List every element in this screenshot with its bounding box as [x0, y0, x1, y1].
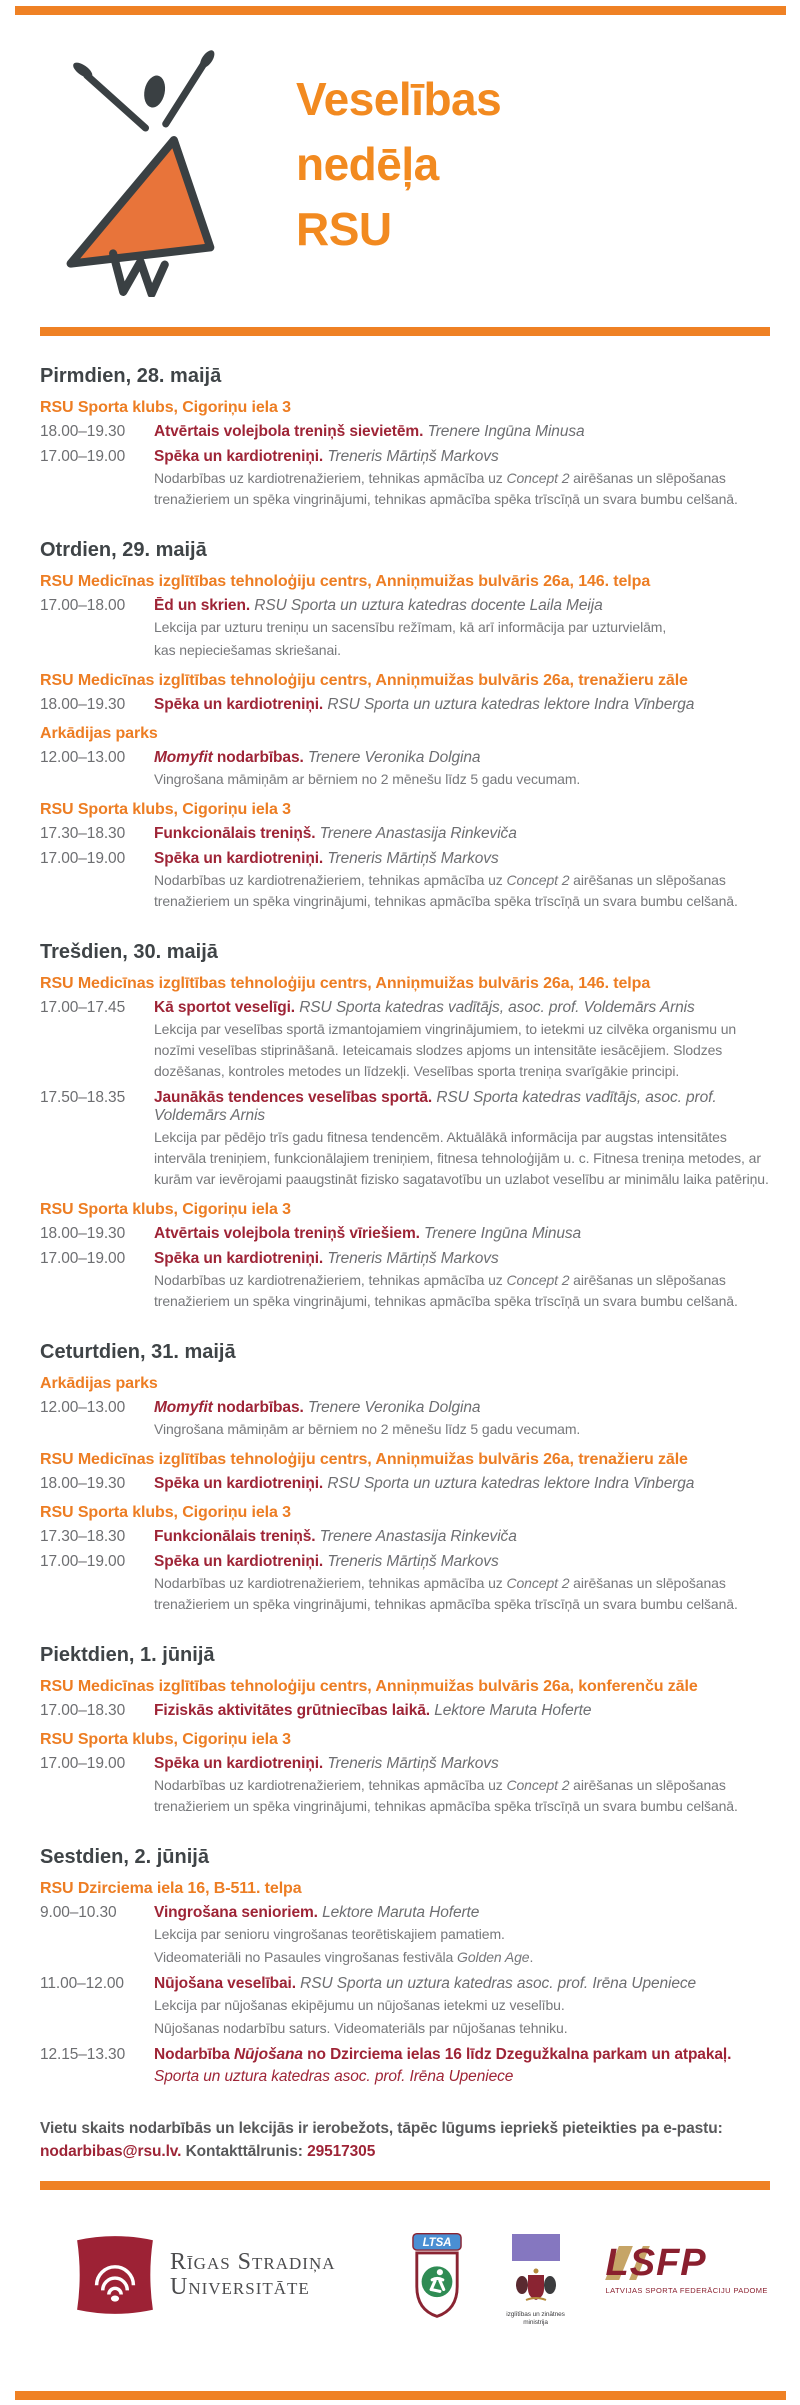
contact-email: nodarbibas@rsu.lv. — [40, 2143, 182, 2160]
event-row — [40, 825, 772, 843]
event-body — [154, 597, 772, 661]
rsu-university-logo — [74, 2232, 336, 2318]
event-time: 18.00–19.30 — [40, 1225, 126, 1242]
event-time: 12.15–13.30 — [40, 2046, 126, 2063]
event-headline — [154, 1702, 772, 1720]
event-presenter: Treneris Mārtiņš Markovs — [323, 1250, 499, 1267]
event-title: Fiziskās aktivitātes grūtniecības laikā. — [154, 1702, 430, 1719]
event-time: 17.00–19.00 — [40, 448, 126, 465]
rsu-university-name — [170, 2250, 336, 2300]
location-heading: RSU Sporta klubs, Cigoriņu iela 3 — [40, 399, 291, 416]
event-title: Spēka un kardiotreniņi. — [154, 1553, 324, 1570]
day-heading: Ceturtdien, 31. maijā — [40, 1341, 236, 1363]
event-title: Atvērtais volejbola treniņš vīriešiem. — [154, 1225, 420, 1242]
event-row — [40, 597, 772, 661]
event-body — [154, 1904, 772, 1968]
event-row — [40, 1399, 772, 1440]
event-presenter: Lektore Maruta Hoferte — [430, 1702, 592, 1719]
event-body — [154, 696, 772, 714]
location-heading: RSU Medicīnas izglītības tehnoloģiju centrs, Anniņmuižas bulvāris 26a, trenažieru zāle — [40, 672, 688, 689]
ministry-logo — [506, 2232, 566, 2326]
event-title: Vingrošana senioriem. — [154, 1904, 318, 1921]
location-heading: RSU Sporta klubs, Cigoriņu iela 3 — [40, 801, 291, 818]
day-heading: Piektdien, 1. jūnijā — [40, 1644, 215, 1666]
day-heading: Trešdien, 30. maijā — [40, 941, 218, 963]
title-line-1: Veselības — [296, 73, 502, 125]
event-body — [154, 1553, 772, 1615]
event-description: Nodarbības uz kardiotrenažieriem, tehnikas apmācība uz Concept 2 airēšanas un slēpošanas trenažieriem un spēka vingrinājumi, tehnikas apmācība spēka trīscīņā un svara bumbu celšanā. — [154, 1777, 738, 1814]
event-headline — [154, 999, 772, 1017]
event-title: Ēd un skrien. — [154, 597, 251, 614]
event-presenter: RSU Sporta un uztura katedras lektore Indra Vīnberga — [323, 696, 695, 713]
event-presenter: Trenere Veronika Dolgina — [303, 1399, 481, 1416]
event-presenter: Trenere Ingūna Minusa — [419, 1225, 582, 1242]
event-time: 17.00–19.00 — [40, 1755, 126, 1772]
event-description: Lekcija par uzturu treniņu un sacensību režīmam, kā arī informācija par uzturvielām, — [154, 619, 667, 635]
event-body — [154, 1399, 772, 1440]
event-title: Jaunākās tendences veselības sportā. — [154, 1089, 433, 1106]
title-line-3: RSU — [296, 203, 392, 255]
location-heading: RSU Medicīnas izglītības tehnoloģiju centrs, Anniņmuižas bulvāris 26a, 146. telpa — [40, 975, 651, 992]
event-title: Spēka un kardiotreniņi. — [154, 850, 324, 867]
event-description: Lekcija par senioru vingrošanas teorētiskajiem pamatiem. — [154, 1926, 505, 1942]
ministry-name — [506, 2311, 566, 2326]
svg-text:LTSA: LTSA — [422, 2237, 451, 2250]
event-body — [154, 1225, 772, 1243]
lsfp-letters: LSFP — [605, 2242, 707, 2284]
event-row — [40, 749, 772, 790]
event-time: 17.00–19.00 — [40, 850, 126, 867]
day-heading: Pirmdien, 28. maijā — [40, 365, 222, 387]
ministry-name-line2: ministrija — [523, 2318, 548, 2326]
event-headline — [154, 850, 772, 868]
header-divider — [40, 327, 770, 336]
event-body — [154, 1089, 772, 1190]
header — [0, 15, 800, 297]
event-presenter: Trenere Ingūna Minusa — [423, 423, 585, 440]
event-description: Vingrošana māmiņām ar bērniem no 2 mēnešu līdz 5 gadu vecumam. — [154, 1421, 581, 1437]
event-headline — [154, 448, 772, 466]
event-row — [40, 999, 772, 1082]
event-row — [40, 1975, 772, 2039]
event-time: 18.00–19.30 — [40, 696, 126, 713]
event-body — [154, 448, 772, 510]
event-title: Spēka un kardiotreniņi. — [154, 1475, 324, 1492]
event-body — [154, 423, 772, 441]
event-row — [40, 2046, 772, 2087]
event-presenter: RSU Sporta un uztura katedras lektore Indra Vīnberga — [323, 1475, 695, 1492]
event-presenter: RSU Sporta katedras vadītājs, asoc. prof. Voldemārs Arnis — [154, 1089, 717, 1124]
event-title: Nūjošana veselībai. — [154, 1975, 296, 1992]
lsfp-mark — [606, 2244, 707, 2282]
coat-of-arms-icon — [514, 2267, 558, 2303]
event-title: Momyfit nodarbības. — [154, 1399, 304, 1416]
event-presenter: Trenere Anastasija Rinkeviča — [315, 1528, 517, 1545]
event-row — [40, 1702, 772, 1720]
event-headline — [154, 1975, 772, 1993]
contact-note-text: Vietu skaits nodarbībās un lekcijās ir ierobežots, tāpēc lūgums iepriekš pieteikties pa e-pastu: — [40, 2120, 723, 2137]
top-accent-bar — [15, 6, 786, 15]
rsu-name-line2: Universitāte — [170, 2274, 310, 2300]
bottom-accent-bar — [15, 2391, 786, 2400]
lsfp-logo — [606, 2232, 768, 2295]
event-row — [40, 1528, 772, 1546]
event-body — [154, 1528, 772, 1546]
event-time: 17.00–19.00 — [40, 1250, 126, 1267]
event-presenter: Treneris Mārtiņš Markovs — [323, 1755, 499, 1772]
event-row — [40, 1553, 772, 1615]
event-title: Momyfit nodarbības. — [154, 749, 304, 766]
event-description: Vingrošana māmiņām ar bērniem no 2 mēnešu līdz 5 gadu vecumam. — [154, 771, 581, 787]
event-time: 18.00–19.30 — [40, 1475, 126, 1492]
event-title: Spēka un kardiotreniņi. — [154, 696, 324, 713]
day-section — [40, 941, 772, 1312]
event-headline — [154, 1475, 772, 1493]
event-title: Funkcionālais treniņš. — [154, 825, 316, 842]
event-headline — [154, 1755, 772, 1773]
rsu-shield-icon — [74, 2232, 156, 2318]
event-body — [154, 2046, 772, 2087]
health-week-poster — [0, 6, 800, 2400]
event-time: 17.00–19.00 — [40, 1553, 126, 1570]
day-section — [40, 365, 772, 510]
footer-divider — [40, 2181, 770, 2190]
event-row — [40, 448, 772, 510]
event-presenter: RSU Sporta katedras vadītājs, asoc. prof. Voldemārs Arnis — [294, 999, 695, 1016]
event-row — [40, 1250, 772, 1312]
event-headline — [154, 696, 772, 714]
event-body — [154, 1250, 772, 1312]
event-description: Lekcija par veselības sportā izmantojamiem vingrinājumiem, to ietekmi uz cilvēka organismu un nozīmi veselības stiprināšanā. Ieteicamais slodzes apjoms un intensitāte iesācējiem. Slodzes dozēšanas, kontroles metodes un līdzekļi. Veselības sporta treniņa svarīgākie principi. — [154, 1021, 737, 1079]
event-headline — [154, 1528, 772, 1546]
event-presenter: RSU Sporta un uztura katedras docente Laila Meija — [250, 597, 603, 614]
location-heading: RSU Sporta klubs, Cigoriņu iela 3 — [40, 1731, 291, 1748]
event-title: Spēka un kardiotreniņi. — [154, 1250, 324, 1267]
event-title: Kā sportot veselīgi. — [154, 999, 295, 1016]
event-description: Nūjošanas nodarbību saturs. Videomateriāls par nūjošanas tehniku. — [154, 2020, 568, 2036]
day-section — [40, 1644, 772, 1817]
event-description: Nodarbības uz kardiotrenažieriem, tehnikas apmācība uz Concept 2 airēšanas un slēpošanas trenažieriem un spēka vingrinājumi, tehnikas apmācība spēka trīscīņā un svara bumbu celšanā. — [154, 1575, 738, 1612]
event-row — [40, 696, 772, 714]
event-time: 17.00–17.45 — [40, 999, 126, 1016]
event-time: 12.00–13.00 — [40, 1399, 126, 1416]
event-headline — [154, 1089, 772, 1125]
event-description: Nodarbības uz kardiotrenažieriem, tehnikas apmācība uz Concept 2 airēšanas un slēpošanas trenažieriem un spēka vingrinājumi, tehnikas apmācība spēka trīscīņā un svara bumbu celšanā. — [154, 470, 738, 507]
event-time: 17.00–18.00 — [40, 597, 126, 614]
day-section — [40, 539, 772, 912]
event-description: kas nepieciešamas skriešanai. — [154, 642, 341, 658]
event-description: Nodarbības uz kardiotrenažieriem, tehnikas apmācība uz Concept 2 airēšanas un slēpošanas trenažieriem un spēka vingrinājumi, tehnikas apmācība spēka trīscīņā un svara bumbu celšanā. — [154, 872, 738, 909]
event-row — [40, 1089, 772, 1190]
event-presenter: Trenere Anastasija Rinkeviča — [315, 825, 517, 842]
event-row — [40, 1475, 772, 1493]
event-headline — [154, 597, 772, 615]
event-time: 18.00–19.30 — [40, 423, 126, 440]
partner-logos — [74, 2232, 770, 2357]
event-presenter: Treneris Mārtiņš Markovs — [323, 1553, 499, 1570]
event-body — [154, 1975, 772, 2039]
event-time: 17.30–18.30 — [40, 1528, 126, 1545]
event-headline — [154, 1225, 772, 1243]
event-time: 17.00–18.30 — [40, 1702, 126, 1719]
contact-phone-label: Kontakttālrunis: — [185, 2143, 303, 2160]
event-presenter-line: Sporta un uztura katedras asoc. prof. Irēna Upeniece — [154, 2068, 514, 2085]
event-row — [40, 423, 772, 441]
event-body — [154, 999, 772, 1082]
schedule — [0, 365, 800, 2087]
event-description: Videomateriāli no Pasaules vingrošanas festivāla Golden Age. — [154, 1949, 534, 1965]
location-heading: RSU Medicīnas izglītības tehnoloģiju centrs, Anniņmuižas bulvāris 26a, 146. telpa — [40, 573, 651, 590]
event-body — [154, 850, 772, 912]
location-heading: RSU Sporta klubs, Cigoriņu iela 3 — [40, 1504, 291, 1521]
event-presenter: Treneris Mārtiņš Markovs — [323, 850, 499, 867]
event-title: Atvērtais volejbola treniņš sievietēm. — [154, 423, 424, 440]
event-headline — [154, 1250, 772, 1268]
ltsa-logo — [412, 2232, 462, 2325]
contact-details — [40, 2140, 772, 2163]
dancing-figure-logo — [56, 49, 234, 297]
event-row — [40, 1225, 772, 1243]
page-title — [296, 49, 501, 262]
event-body — [154, 1755, 772, 1817]
day-heading: Sestdien, 2. jūnijā — [40, 1846, 209, 1868]
title-line-2: nedēļa — [296, 138, 439, 190]
event-headline — [154, 825, 772, 843]
location-heading: RSU Medicīnas izglītības tehnoloģiju centrs, Anniņmuižas bulvāris 26a, konferenču zāle — [40, 1678, 698, 1695]
event-row — [40, 850, 772, 912]
event-headline — [154, 423, 772, 441]
location-heading: RSU Dzirciema iela 16, B-511. telpa — [40, 1880, 302, 1897]
location-heading: RSU Sporta klubs, Cigoriņu iela 3 — [40, 1201, 291, 1218]
ministry-name-line1: izglītības un zinātnes — [506, 2311, 565, 2318]
event-row — [40, 1904, 772, 1968]
location-heading: Arkādijas parks — [40, 1375, 158, 1392]
event-body — [154, 825, 772, 843]
event-description: Nodarbības uz kardiotrenažieriem, tehnikas apmācība uz Concept 2 airēšanas un slēpošanas trenažieriem un spēka vingrinājumi, tehnikas apmācība spēka trīscīņā un svara bumbu celšanā. — [154, 1272, 738, 1309]
event-title: Nodarbība Nūjošana no Dzirciema ielas 16 līdz Dzegužkalna parkam un atpakaļ. — [154, 2046, 732, 2063]
event-time: 9.00–10.30 — [40, 1904, 117, 1921]
event-headline — [154, 749, 772, 767]
contact-phone: 29517305 — [307, 2143, 376, 2160]
location-heading: RSU Medicīnas izglītības tehnoloģiju centrs, Anniņmuižas bulvāris 26a, trenažieru zāle — [40, 1451, 688, 1468]
event-title: Spēka un kardiotreniņi. — [154, 448, 324, 465]
location-heading: Arkādijas parks — [40, 725, 158, 742]
event-time: 12.00–13.00 — [40, 749, 126, 766]
contact-note — [40, 2117, 772, 2163]
event-time: 17.50–18.35 — [40, 1089, 126, 1106]
event-headline — [154, 1399, 772, 1417]
event-time: 17.30–18.30 — [40, 825, 126, 842]
event-headline — [154, 1904, 772, 1922]
event-description: Lekcija par pēdējo trīs gadu fitnesa tendencēm. Aktuālākā informācija par augstas intensitātes intervāla treniņiem, funkcionālajiem treniņiem, fitnesa tehnoloģijām u. c. Fitnesa treniņa metodes, ar kurām var ievērojami paaugstināt fizisko sagatavotību un uzlabot veselību ar minimālu laika patēriņu. — [154, 1129, 769, 1187]
event-title: Funkcionālais treniņš. — [154, 1528, 316, 1545]
rsu-name-line1: Rīgas Stradiņa — [170, 2249, 336, 2275]
lsfp-subtitle: LATVIJAS SPORTA FEDERĀCIJU PADOME — [605, 2286, 768, 2295]
day-heading: Otrdien, 29. maijā — [40, 539, 207, 561]
event-description: Lekcija par nūjošanas ekipējumu un nūjošanas ietekmi uz veselību. — [154, 1997, 565, 2013]
event-headline — [154, 1553, 772, 1571]
event-body — [154, 1702, 772, 1720]
event-presenter: Treneris Mārtiņš Markovs — [323, 448, 499, 465]
event-headline — [154, 2046, 772, 2064]
event-presenter: RSU Sporta un uztura katedras asoc. prof. Irēna Upeniece — [295, 1975, 697, 1992]
day-section — [40, 1846, 772, 2087]
event-row — [40, 1755, 772, 1817]
event-time: 11.00–12.00 — [40, 1975, 124, 1992]
event-title: Spēka un kardiotreniņi. — [154, 1755, 324, 1772]
event-body — [154, 1475, 772, 1493]
ministry-flag-icon — [512, 2234, 560, 2261]
event-body — [154, 749, 772, 790]
event-presenter: Lektore Maruta Hoferte — [317, 1904, 480, 1921]
ltsa-badge-icon — [412, 2232, 462, 2320]
event-presenter: Trenere Veronika Dolgina — [303, 749, 481, 766]
day-section — [40, 1341, 772, 1615]
